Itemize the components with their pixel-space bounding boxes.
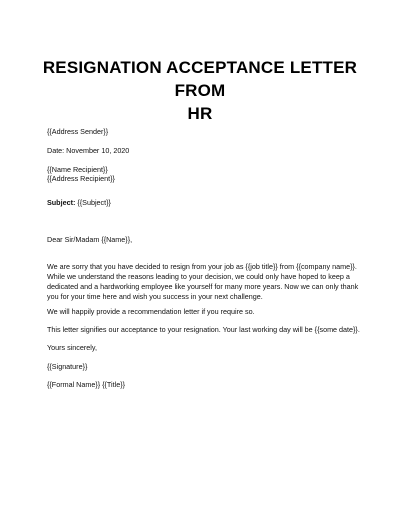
salutation: Dear Sir/Madam {{Name}}, [47,235,133,244]
body-paragraph-3: This letter signifies our acceptance to your resignation. Your last working day will be {{some date}}. [47,325,360,334]
title-line-1: RESIGNATION ACCEPTANCE LETTER FROM [42,58,358,100]
recipient-address: {{Address Recipient}} [47,174,115,183]
subject-label: Subject: [47,198,76,207]
subject-value: {{Subject}} [75,198,111,207]
formal-name: {{Formal Name}} {{Title}} [47,380,126,389]
sender-address: {{Address Sender}} [47,127,109,136]
body-paragraph-2: We will happily provide a recommendation letter if you require so. [47,307,255,316]
letter-date: Date: November 10, 2020 [47,146,130,155]
signature: {{Signature}} [47,362,88,371]
letter-title [30,56,370,125]
recipient-name: {{Name Recipient}} [47,165,108,174]
body-paragraph-1: We are sorry that you have decided to resign from your job as {{job title}} from {{company name}}. While we understand the reasons leading to your decision, we could only have hoped to keep a dedicated and a hardworking employee like yourself for many more years. Now we can only thank you for your time here and wish you success in your next challenge. [47,262,359,301]
closing: Yours sincerely, [47,343,97,352]
title-line-2: HR [187,104,213,123]
subject-line [47,198,111,208]
